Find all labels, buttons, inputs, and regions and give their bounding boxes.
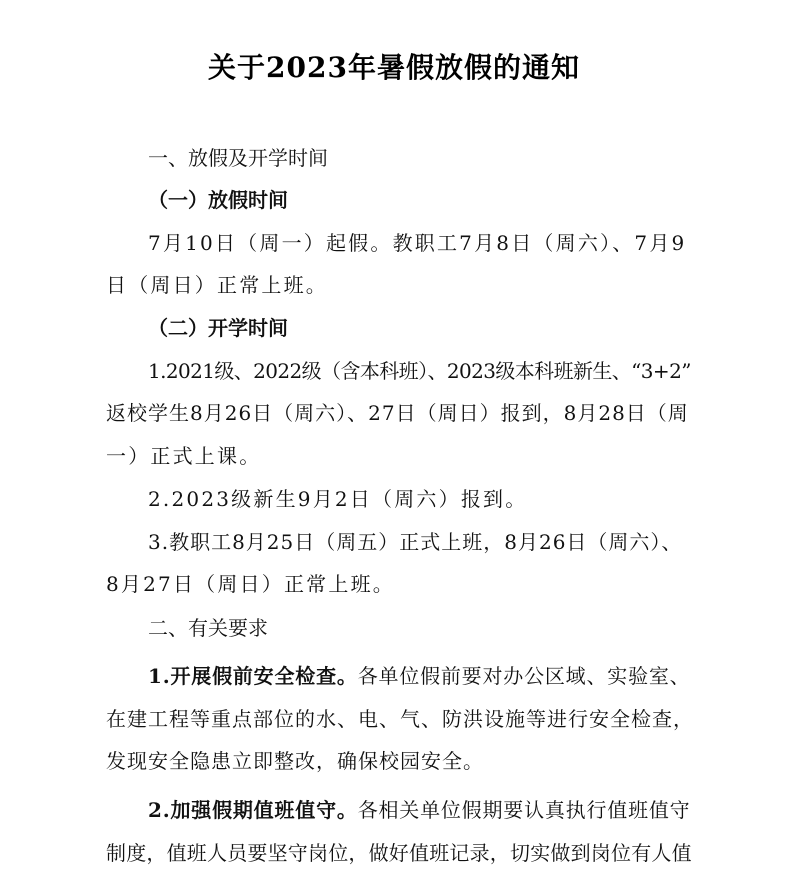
req1-lead: 1.开展假前安全检查。 [148, 664, 358, 688]
document-title: 关于2023年暑假放假的通知 [208, 51, 580, 84]
paragraph-req1-line-2: 在建工程等重点部位的水、电、气、防洪设施等进行安全检查， [106, 707, 694, 731]
paragraph-req1-line-1 [148, 661, 691, 691]
subheading-school-start: （二）开学时间 [148, 316, 288, 340]
paragraph-start-item1-line-1: 1.2021级、2022级（含本科班）、2023级本科班新生、“3+2” [148, 359, 691, 383]
section-heading-holiday-schedule: 一、放假及开学时间 [148, 146, 328, 170]
req2-lead: 2.加强假期值班值守。 [148, 798, 358, 822]
paragraph-req1-line-3: 发现安全隐患立即整改，确保校园安全。 [106, 749, 484, 773]
paragraph-req2-line-1 [148, 795, 691, 825]
req1-first-rest: 各单位假前要对办公区域、实验室、 [357, 664, 691, 688]
paragraph-req2-line-2: 制度，值班人员要坚守岗位，做好值班记录，切实做到岗位有人值 [106, 841, 692, 865]
paragraph-holiday-line-1: 7月10日（周一）起假。教职工7月8日（周六）、7月9 [148, 231, 687, 255]
paragraph-start-item1-line-2: 返校学生8月26日（周六）、27日（周日）报到，8月28日（周 [106, 401, 689, 425]
paragraph-start-item1-line-3: 一）正式上课。 [106, 444, 262, 468]
req2-first-rest: 各相关单位假期要认真执行值班值守 [357, 798, 691, 822]
section-heading-requirements: 二、有关要求 [148, 616, 268, 640]
paragraph-start-item2: 2.2023级新生9月2日（周六）报到。 [148, 487, 528, 511]
subheading-holiday-time: （一）放假时间 [148, 188, 288, 212]
paragraph-start-item3-line-2: 8月27日（周日）正常上班。 [106, 572, 395, 596]
paragraph-start-item3-line-1: 3.教职工8月25日（周五）正式上班，8月26日（周六）、 [148, 530, 683, 554]
paragraph-holiday-line-2: 日（周日）正常上班。 [106, 273, 328, 297]
